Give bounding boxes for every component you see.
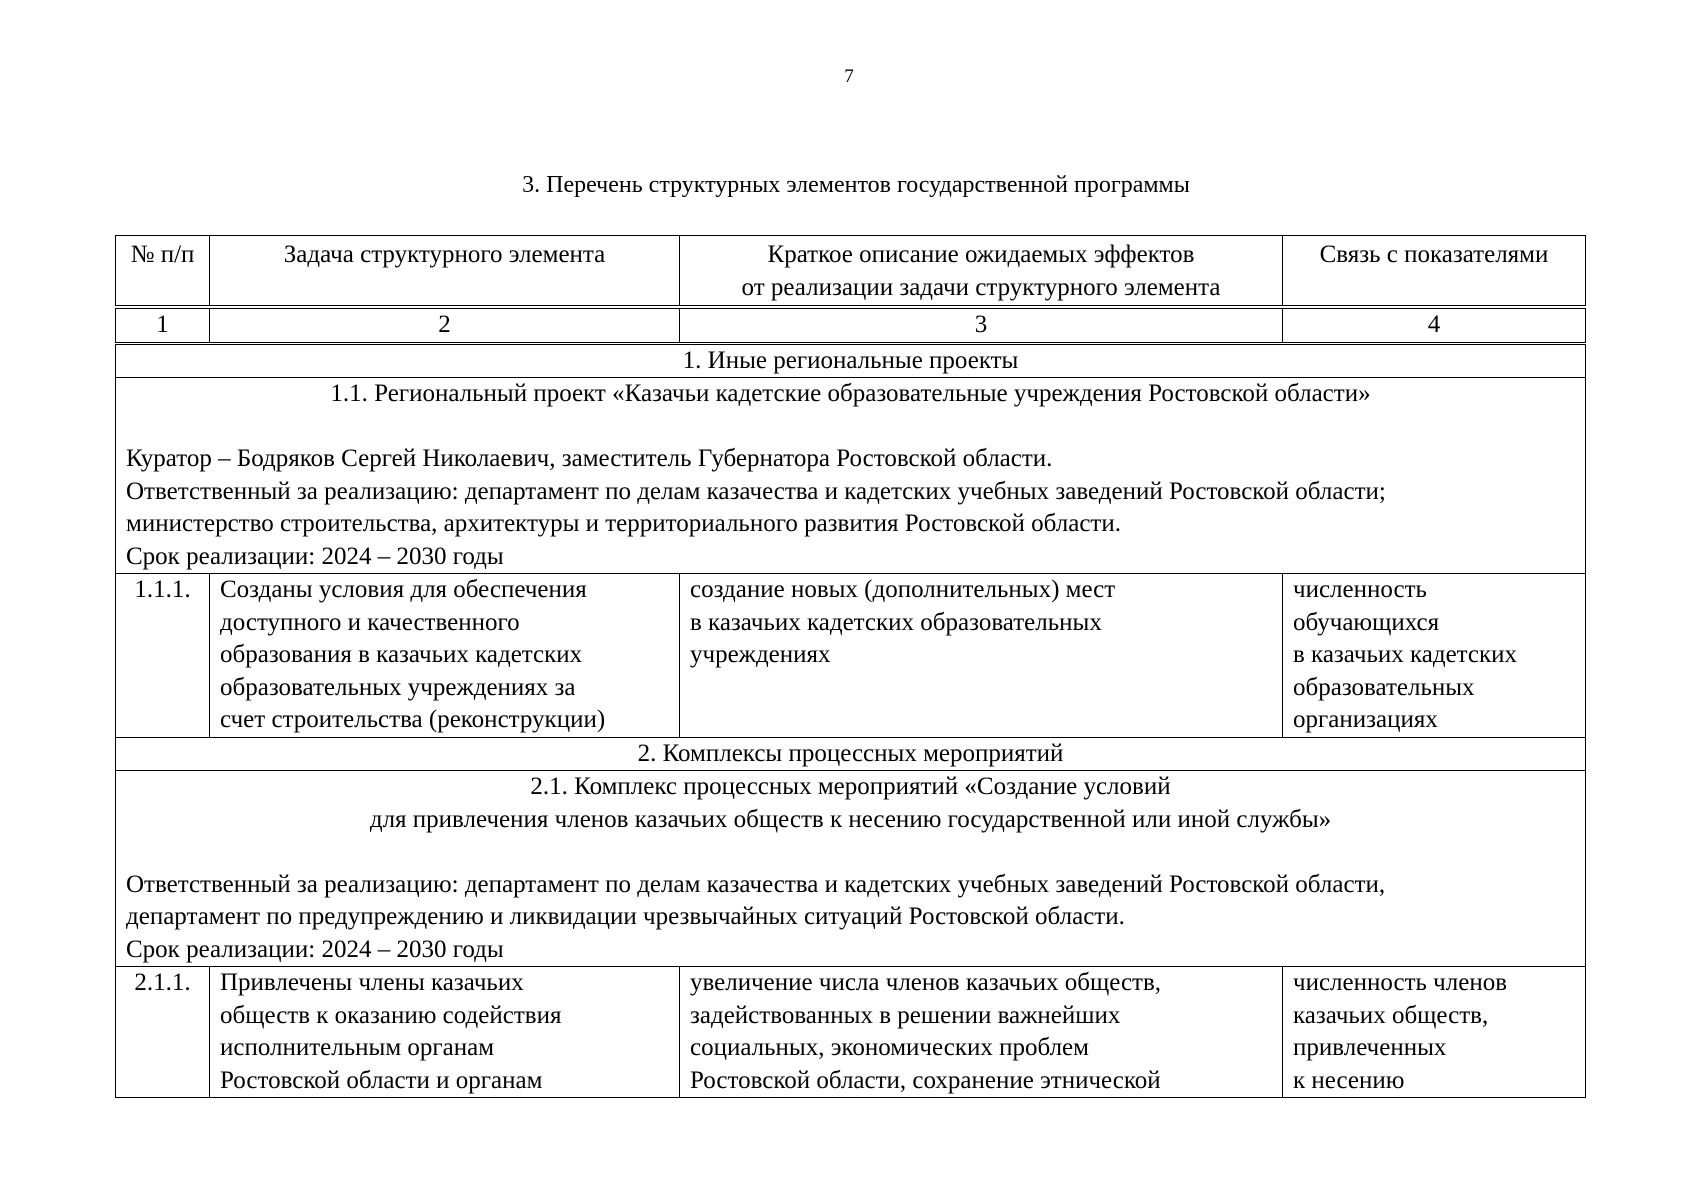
column-number: 3 (680, 307, 1283, 343)
indicator-line: обучающихся (1293, 608, 1440, 636)
task-line: Созданы условия для обеспечения (220, 576, 587, 603)
project-title: 1.1. Региональный проект «Казачьи кадетские образовательные учреждения Ростовской области» (330, 380, 1371, 407)
header-effects (680, 236, 1283, 308)
effect-line: увеличение числа членов казачьих обществ, (690, 969, 1162, 996)
complex-title: 2.1. Комплекс процессных мероприятий «Создание условий (530, 773, 1171, 800)
document-title: 3. Перечень структурных элементов государственной программы (522, 172, 1190, 198)
project-info-row (116, 378, 1586, 574)
row-task (210, 967, 680, 1098)
task-line: образовательных учреждениях за (220, 673, 576, 701)
effect-line: социальных, экономических проблем (690, 1034, 1089, 1061)
indicator-line: образовательных (1293, 673, 1475, 701)
effect-line: создание новых (дополнительных) мест (690, 576, 1116, 603)
table-row (116, 967, 1586, 1098)
header-effects-line: от реализации задачи структурного элемента (741, 273, 1221, 301)
task-line: образования в казачьих кадетских (220, 641, 583, 668)
effect-line: Ростовской области, сохранение этнической (690, 1066, 1161, 1094)
section-row (116, 343, 1586, 378)
task-line: счет строительства (реконструкции) (220, 706, 606, 733)
complex-info-row (116, 771, 1586, 967)
complex-term: Срок реализации: 2024 – 2030 годы (126, 935, 504, 963)
project-term: Срок реализации: 2024 – 2030 годы (126, 542, 504, 570)
complex-info (116, 771, 1586, 967)
column-number: 4 (1283, 307, 1586, 343)
indicator-line: численность членов (1293, 969, 1508, 996)
project-responsible: Ответственный за реализацию: департамент по делам казачества и кадетских учебных заведений Ростовской области; (126, 477, 1386, 505)
project-info (116, 378, 1586, 574)
column-number: 2 (210, 307, 680, 343)
section-title: 1. Иные региональные проекты (116, 343, 1586, 378)
task-line: Ростовской области и органам (220, 1066, 543, 1094)
column-number: 1 (116, 307, 210, 343)
project-curator: Куратор – Бодряков Сергей Николаевич, заместитель Губернатора Ростовской области. (126, 445, 1053, 472)
task-line: Привлечены члены казачьих (220, 969, 524, 996)
page-number: 7 (844, 66, 854, 87)
row-indicator (1283, 967, 1586, 1098)
effect-line: в казачьих кадетских образовательных (690, 608, 1102, 636)
indicator-line: в казачьих кадетских (1293, 641, 1518, 668)
complex-responsible: Ответственный за реализацию: департамент по делам казачества и кадетских учебных заведений Ростовской области, (126, 870, 1386, 898)
column-numbers-row (116, 307, 1586, 343)
header-indicators: Связь с показателями (1283, 236, 1586, 308)
section-title: 2. Комплексы процессных мероприятий (116, 737, 1586, 771)
effect-line: учреждениях (690, 641, 831, 668)
task-line: обществ к оказанию содействия (220, 1001, 562, 1029)
indicator-line: казачьих обществ, (1293, 1001, 1489, 1029)
row-indicator (1283, 574, 1586, 738)
table-row (116, 574, 1586, 738)
row-effect (680, 574, 1283, 738)
task-line: исполнительным органам (220, 1034, 495, 1061)
section-row (116, 737, 1586, 771)
row-number: 2.1.1. (116, 967, 210, 1098)
task-line: доступного и качественного (220, 608, 520, 636)
header-task: Задача структурного элемента (210, 236, 680, 308)
row-number: 1.1.1. (116, 574, 210, 738)
header-effects-line: Краткое описание ожидаемых эффектов (767, 241, 1195, 268)
table-header-row (116, 236, 1586, 308)
indicator-line: организациях (1293, 706, 1438, 733)
header-number: № п/п (116, 236, 210, 308)
effect-line: задействованных в решении важнейших (690, 1001, 1121, 1029)
row-task (210, 574, 680, 738)
row-effect (680, 967, 1283, 1098)
complex-responsible: департамент по предупреждению и ликвидации чрезвычайных ситуаций Ростовской области. (126, 903, 1125, 930)
complex-title: для привлечения членов казачьих обществ к несению государственной или иной службы» (369, 805, 1332, 833)
structural-elements-table (115, 235, 1586, 1098)
project-responsible: министерство строительства, архитектуры и территориального развития Ростовской области. (126, 510, 1121, 537)
indicator-line: привлеченных (1293, 1034, 1447, 1061)
indicator-line: численность (1293, 576, 1427, 603)
indicator-line: к несению (1293, 1066, 1405, 1094)
